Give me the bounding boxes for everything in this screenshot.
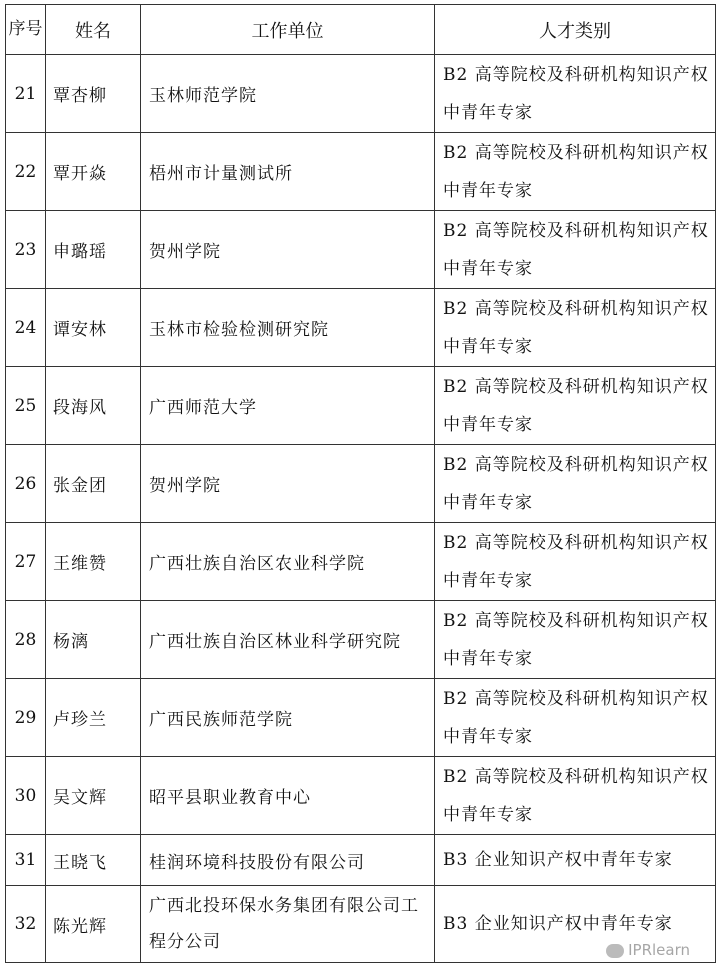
row-category: B2 高等院校及科研机构知识产权中青年专家 (435, 133, 716, 211)
row-unit: 广西民族师范学院 (141, 679, 435, 757)
table-row (6, 211, 716, 289)
row-name: 卢珍兰 (46, 679, 141, 757)
row-category: B2 高等院校及科研机构知识产权中青年专家 (435, 211, 716, 289)
row-category: B2 高等院校及科研机构知识产权中青年专家 (435, 289, 716, 367)
table-row (6, 367, 716, 445)
table-header-row (6, 5, 716, 55)
row-name: 王晓飞 (46, 835, 141, 886)
row-num: 25 (6, 367, 46, 445)
row-name: 申璐瑶 (46, 211, 141, 289)
row-name: 覃杏柳 (46, 55, 141, 133)
row-name: 谭安林 (46, 289, 141, 367)
row-category: B2 高等院校及科研机构知识产权中青年专家 (435, 601, 716, 679)
row-unit: 玉林市检验检测研究院 (141, 289, 435, 367)
row-unit: 桂润环境科技股份有限公司 (141, 835, 435, 886)
row-category: B2 高等院校及科研机构知识产权中青年专家 (435, 367, 716, 445)
table-row (6, 133, 716, 211)
row-unit: 广西师范大学 (141, 367, 435, 445)
row-name: 张金团 (46, 445, 141, 523)
table-row (6, 835, 716, 886)
row-category: B2 高等院校及科研机构知识产权中青年专家 (435, 757, 716, 835)
row-num: 22 (6, 133, 46, 211)
row-unit: 贺州学院 (141, 445, 435, 523)
header-unit: 工作单位 (141, 5, 435, 55)
header-category: 人才类别 (435, 5, 716, 55)
table-row (6, 289, 716, 367)
row-name: 段海风 (46, 367, 141, 445)
row-unit: 广西北投环保水务集团有限公司工程分公司 (141, 886, 435, 963)
row-num: 31 (6, 835, 46, 886)
table-row (6, 445, 716, 523)
table-row (6, 523, 716, 601)
watermark-text: IPRlearn (628, 941, 690, 959)
row-name: 杨漓 (46, 601, 141, 679)
table-row (6, 679, 716, 757)
row-category: B2 高等院校及科研机构知识产权中青年专家 (435, 55, 716, 133)
row-unit: 广西壮族自治区林业科学研究院 (141, 601, 435, 679)
row-category: B2 高等院校及科研机构知识产权中青年专家 (435, 523, 716, 601)
row-num: 27 (6, 523, 46, 601)
table-row (6, 757, 716, 835)
row-category: B3 企业知识产权中青年专家 (435, 886, 716, 963)
row-name: 陈光辉 (46, 886, 141, 963)
row-unit: 梧州市计量测试所 (141, 133, 435, 211)
row-category: B2 高等院校及科研机构知识产权中青年专家 (435, 679, 716, 757)
row-num: 21 (6, 55, 46, 133)
header-name: 姓名 (46, 5, 141, 55)
row-num: 29 (6, 679, 46, 757)
row-unit: 贺州学院 (141, 211, 435, 289)
table-row (6, 601, 716, 679)
header-num: 序号 (6, 5, 46, 55)
row-name: 吴文辉 (46, 757, 141, 835)
table-row (6, 55, 716, 133)
row-unit: 广西壮族自治区农业科学院 (141, 523, 435, 601)
row-category: B3 企业知识产权中青年专家 (435, 835, 716, 886)
row-category: B2 高等院校及科研机构知识产权中青年专家 (435, 445, 716, 523)
row-unit: 玉林师范学院 (141, 55, 435, 133)
row-num: 30 (6, 757, 46, 835)
row-num: 23 (6, 211, 46, 289)
row-name: 覃开焱 (46, 133, 141, 211)
row-num: 28 (6, 601, 46, 679)
wechat-icon (606, 944, 624, 958)
watermark (606, 941, 690, 959)
row-num: 32 (6, 886, 46, 963)
talent-table (5, 4, 716, 963)
row-num: 26 (6, 445, 46, 523)
row-num: 24 (6, 289, 46, 367)
row-unit: 昭平县职业教育中心 (141, 757, 435, 835)
row-name: 王维赞 (46, 523, 141, 601)
